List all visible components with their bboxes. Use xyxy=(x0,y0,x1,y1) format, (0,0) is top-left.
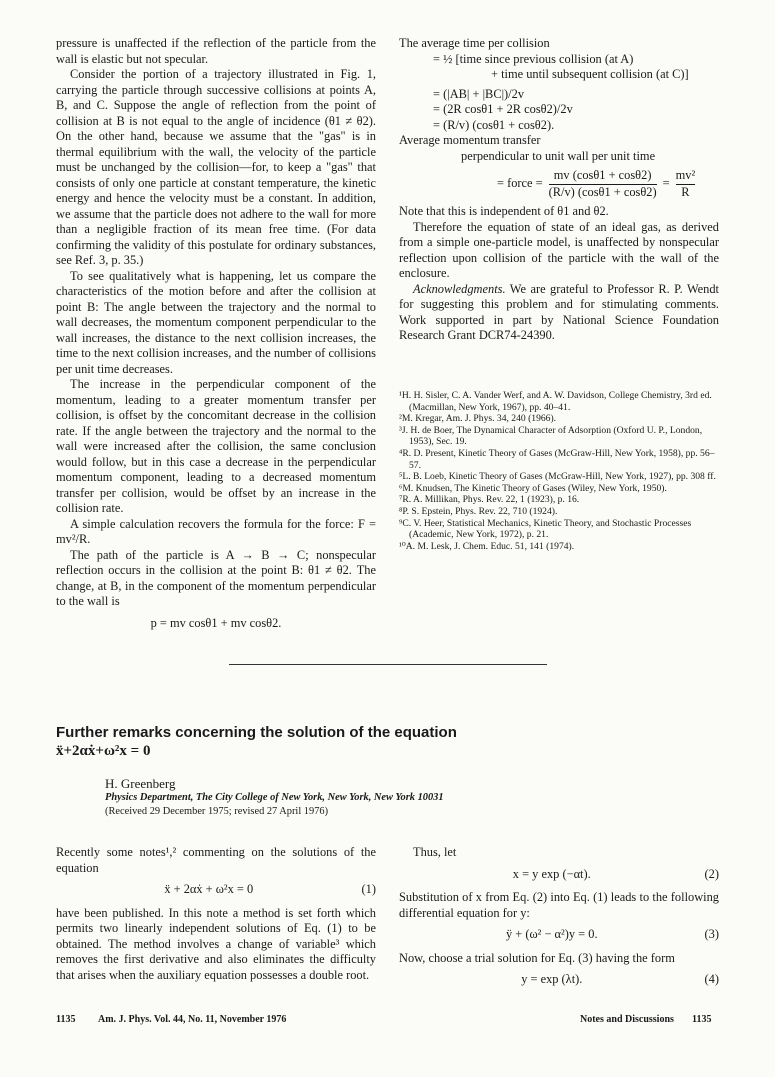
acknowledgments xyxy=(399,282,719,344)
footer-page-number-right: 1135 xyxy=(692,1014,712,1025)
ack-text: We are grateful to Professor R. P. Wendt for suggesting this problem and for stimulating comments. Work supported in part by National Science Foundation Research Grant DCR74-24390. xyxy=(399,281,719,342)
equation-number: (4) xyxy=(704,972,719,986)
footer-journal: Am. J. Phys. Vol. 44, No. 11, November 1976 xyxy=(98,1014,287,1025)
equation-number: (2) xyxy=(704,866,719,881)
received-date: (Received 29 December 1975; revised 27 April 1976) xyxy=(105,806,329,817)
equals: = xyxy=(662,176,670,191)
paragraph: Substitution of x from Eq. (2) into Eq. (1) leads to the following differential equation for y: xyxy=(399,890,719,920)
denominator: (R/v) (cosθ1 + cosθ2) xyxy=(548,184,657,199)
title-equation: ẍ+2αẋ+ω²x = 0 xyxy=(56,743,151,759)
reference-item: ⁷R. A. Millikan, Phys. Rev. 22, 1 (1923), p. 16. xyxy=(399,494,580,506)
right-column-top xyxy=(399,36,719,344)
equation-line: = (R/v) (cosθ1 + cosθ2). xyxy=(433,117,555,132)
reference-item: ¹H. H. Sisler, C. A. Vander Werf, and A. W. Davidson, College Chemistry, 3rd ed. (Macmillan, New York, 1967), pp. 40–41. xyxy=(399,390,712,413)
equation: p = mv cosθ1 + mv cosθ2. xyxy=(150,615,282,630)
equation-line: = ½ [time since previous collision (at A) xyxy=(433,51,634,66)
left-column-top xyxy=(56,36,376,631)
numerator: mv (cosθ1 + cosθ2) xyxy=(549,168,657,185)
equation-line: + time until subsequent collision (at C)] xyxy=(491,67,689,81)
left-column-bottom xyxy=(56,845,376,983)
footer-section: Notes and Discussions xyxy=(580,1014,674,1025)
text-line: Average momentum transfer xyxy=(399,133,541,147)
equation: x = y exp (−αt). xyxy=(512,866,591,881)
reference-item: ⁸P. S. Epstein, Phys. Rev. 22, 710 (1924). xyxy=(399,505,558,517)
denominator: R xyxy=(681,184,690,199)
equation: ÿ + (ω² − α²)y = 0. xyxy=(505,927,598,941)
ack-label: Acknowledgments. xyxy=(413,281,506,296)
affiliation: Physics Department, The City College of New York, New York, New York 10031 xyxy=(105,792,444,803)
text-line: perpendicular to unit wall per unit time xyxy=(461,148,656,163)
reference-item: ³J. H. de Boer, The Dynamical Character of Adsorption (Oxford U. P., London, 1953), Sec. 19. xyxy=(399,424,703,448)
fraction xyxy=(676,168,696,200)
text-line: Thus, let xyxy=(413,845,457,859)
article-title xyxy=(56,723,457,761)
equation-number: (1) xyxy=(361,882,376,896)
paragraph: To see qualitatively what is happening, let us compare the characteristics of the motion before and after the collision at point B: The angle between the trajectory and the normal to wall decreases, the momentum component perpendicular to the wall increases, the distance to the next collision increases, the time to the next collision increases, and the number of collisions per unit time decreases. xyxy=(56,268,376,376)
equation-3 xyxy=(399,927,719,943)
paragraph: Recently some notes¹,² commenting on the solutions of the equation xyxy=(56,845,376,875)
paragraph: Therefore the equation of state of an ideal gas, as derived from a simple one-particle model, is unaffected by nonspecular reflection upon collision of the particle with the wall of the enclosure. xyxy=(399,219,719,280)
text-line: The average time per collision xyxy=(399,36,550,50)
paragraph: have been published. In this note a method is set forth which permits two linearly independent solutions of Eq. (1) to be obtained. The method involves a change of variable³ which removes the first derivative and also eliminates the difficulty that arises when the auxiliary equation possesses a double root. xyxy=(56,905,376,982)
equation: y = exp (λt). xyxy=(521,972,583,986)
author: H. Greenberg xyxy=(105,776,176,791)
equation-1 xyxy=(56,882,376,898)
equation-2 xyxy=(399,867,719,883)
reference-item: ⁹C. V. Heer, Statistical Mechanics, Kinetic Theory, and Stochastic Processes (Academic, New York, 1972), p. 21. xyxy=(399,517,692,541)
title-line: Further remarks concerning the solution of the equation xyxy=(56,724,457,741)
reference-item: ²M. Kregar, Am. J. Phys. 34, 240 (1966). xyxy=(399,413,557,425)
section-divider xyxy=(229,664,547,665)
paragraph: Note that this is independent of θ1 and θ2. xyxy=(399,204,609,218)
references xyxy=(399,390,719,552)
equation-line: = (2R cosθ1 + 2R cosθ2)/2v xyxy=(433,102,573,116)
equation-label: = force = xyxy=(497,176,543,191)
equation: ẍ + 2αẋ + ω²x = 0 xyxy=(164,882,254,896)
paragraph: The path of the particle is A → B → C; nonspecular reflection occurs in the collision at the point B: θ1 ≠ θ2. The change, at B, in the component of the momentum perpendicular to the wall is xyxy=(56,547,376,608)
reference-item: ⁴R. D. Present, Kinetic Theory of Gases (McGraw-Hill, New York, 1958), pp. 56–57. xyxy=(399,447,715,471)
paragraph: The increase in the perpendicular component of the momentum, leading to a greater momentum transfer per collision, is offset by the concomitant decrease in the collision rate. If the angle between the trajectory and the normal to the wall were increased after the collision, the same conclusion would follow, but in this case a decrease in the perpendicular momentum component, leading to a decreased momentum transfer per collision, would be offset by an increase in the collision rate. xyxy=(56,377,376,515)
force-equation xyxy=(399,168,719,200)
equation-number: (3) xyxy=(704,927,719,941)
numerator: mv² xyxy=(676,168,696,185)
fraction xyxy=(549,168,657,200)
reference-item: ¹⁰A. M. Lesk, J. Chem. Educ. 51, 141 (1974). xyxy=(399,540,575,552)
paragraph: A simple calculation recovers the formula for the force: F = mv²/R. xyxy=(56,516,376,546)
paragraph: Now, choose a trial solution for Eq. (3) having the form xyxy=(399,950,675,965)
equation-4 xyxy=(399,972,719,988)
right-column-bottom xyxy=(399,845,719,996)
footer-page-number-left: 1135 xyxy=(56,1014,76,1025)
paragraph: pressure is unaffected if the reflection of the particle from the wall is elastic but not specular. xyxy=(56,36,376,66)
paragraph: Consider the portion of a trajectory illustrated in Fig. 1, carrying the particle through successive collisions at points A, B, and C. Suppose the angle of reflection from the point of collision at B is not equal to the angle of incidence (θ1 ≠ θ2). On the other hand, because we assume that the "gas" is in thermal equilibrium with the wall, the velocity of the particle must be unchanged by the collision—for, to keep a "gas" that consists of only one particle at constant temperature, the kinetic energy and hence the velocity must be a constant. In addition, we assume that the particle does not adhere to the wall for more than a negligible fraction of its mean free time. (For data confirming the validity of this postulate for ordinary substances, see Ref. 3, p. 35.) xyxy=(56,67,376,267)
reference-item: ⁵L. B. Loeb, Kinetic Theory of Gases (McGraw-Hill, New York, 1927), pp. 308 ff. xyxy=(399,471,716,483)
equation-line: = (|AB| + |BC|)/2v xyxy=(433,86,525,101)
reference-item: ⁶M. Knudsen, The Kinetic Theory of Gases (Wiley, New York, 1950). xyxy=(399,482,667,494)
